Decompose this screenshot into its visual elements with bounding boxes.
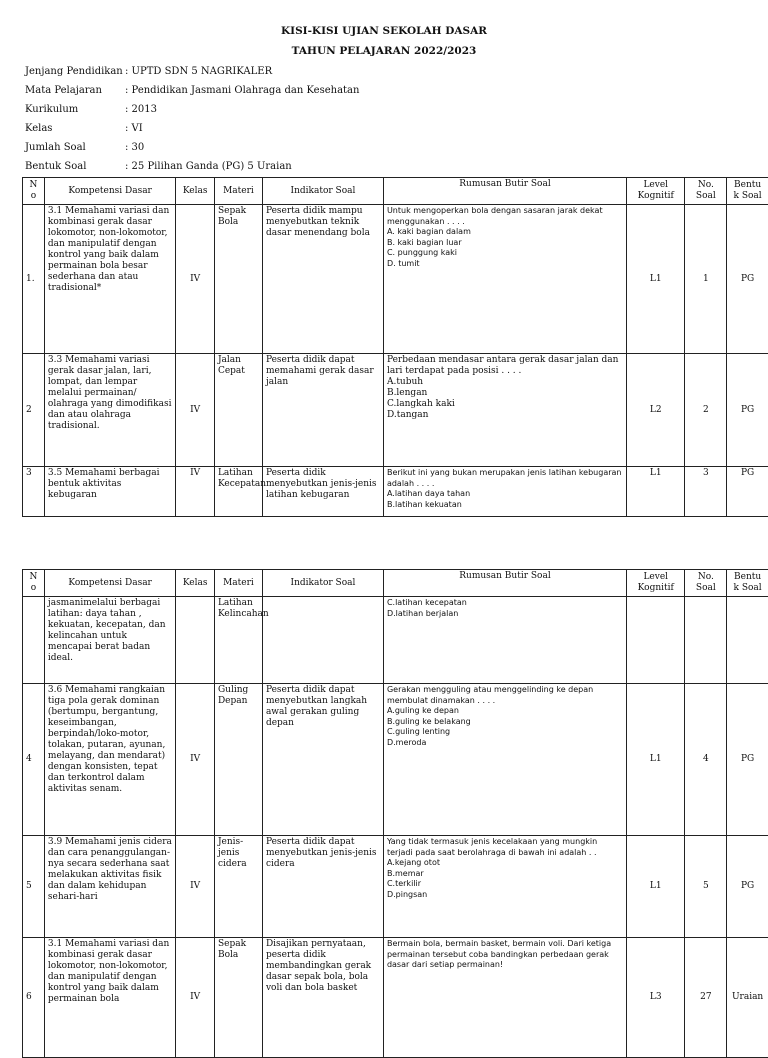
cell-bentuk [727,597,768,684]
col-header-kelas: Kelas [176,570,215,597]
cell-kelas: IV [176,836,215,938]
cell-materi: Sepak Bola [214,938,262,1058]
cell-indikator: Peserta didik mampu menyebutkan teknik dasar menendang bola [262,205,383,354]
cell-indikator: Peserta didik dapat menyebutkan jenis-jenis cidera [262,836,383,938]
cell-materi: Sepak Bola [214,205,262,354]
cell-level: L1 [627,836,685,938]
table-row [23,597,768,684]
info-row [25,119,359,138]
cell-kd: 3.9 Memahami jenis cidera dan cara penanggulangan-nya secara sederhana saat melakukan aktivitas fisik dan dalam kehidupan sehari-hari [44,836,175,938]
info-row [25,62,359,81]
col-header-rumusan: Rumusan Butir Soal [383,570,626,597]
col-header-no: N o [23,178,45,205]
col-header-rumusan: Rumusan Butir Soal [383,178,626,205]
cell-bentuk: PG [727,684,768,836]
cell-no: 5 [23,836,45,938]
cell-no: 2 [23,354,45,467]
col-header-indikator: Indikator Soal [262,178,383,205]
cell-level: L2 [627,354,685,467]
col-header-kelas: Kelas [176,178,215,205]
info-label: Jumlah Soal [25,138,125,157]
info-row [25,100,359,119]
cell-kd: 3.1 Memahami variasi dan kombinasi gerak dasar lokomotor, non-lokomotor, dan manipulatif dengan kontrol yang baik dalam permainan bola [44,938,175,1058]
cell-level: L3 [627,938,685,1058]
table-row [23,467,768,517]
cell-nosoal: 27 [685,938,727,1058]
cell-no: 3 [23,467,45,517]
cell-no: 6 [23,938,45,1058]
cell-nosoal: 2 [685,354,727,467]
cell-materi: Jenis-jenis cidera [214,836,262,938]
kisi-table-2 [22,569,768,1058]
cell-kd: 3.5 Memahami berbagai bentuk aktivitas kebugaran [44,467,175,517]
info-value: : 2013 [125,100,157,119]
col-header-kd: Kompetensi Dasar [44,570,175,597]
cell-indikator: Disajikan pernyataan, peserta didik membandingkan gerak dasar sepak bola, bola voli dan bola basket [262,938,383,1058]
info-row [25,81,359,100]
cell-indikator: Peserta didik menyebutkan jenis-jenis latihan kebugaran [262,467,383,517]
cell-rumusan: Yang tidak termasuk jenis kecelakaan yang mungkin terjadi pada saat berolahraga di bawah ini adalah . . A.kejang otot B.memar C.terkilir D.pingsan [383,836,626,938]
cell-level [627,597,685,684]
cell-nosoal: 5 [685,836,727,938]
info-block [25,62,359,176]
table-row [23,938,768,1058]
cell-rumusan: Bermain bola, bermain basket, bermain voli. Dari ketiga permainan tersebut coba bandingkan perbedaan gerak dasar dari setiap permainan! [383,938,626,1058]
cell-materi: Latihan Kelincahan [214,597,262,684]
col-header-level: Level Kognitif [627,178,685,205]
table-row [23,205,768,354]
info-row [25,157,359,176]
col-header-no: N o [23,570,45,597]
cell-kelas: IV [176,354,215,467]
col-header-materi: Materi [214,178,262,205]
cell-level: L1 [627,684,685,836]
cell-materi: Latihan Kecepatan [214,467,262,517]
cell-kelas: IV [176,938,215,1058]
cell-kd: jasmanimelalui berbagai latihan: daya tahan , kekuatan, kecepatan, dan kelincahan untuk mencapai berat badan ideal. [44,597,175,684]
cell-rumusan: Untuk mengoperkan bola dengan sasaran jarak dekat menggunakan . . . . A. kaki bagian dalam B. kaki bagian luar C. punggung kaki D. tumit [383,205,626,354]
cell-no: 1. [23,205,45,354]
cell-level: L1 [627,205,685,354]
cell-materi: Jalan Cepat [214,354,262,467]
col-header-level: Level Kognitif [627,570,685,597]
table-header-row [23,570,768,597]
info-value: : 25 Pilihan Ganda (PG) 5 Uraian [125,157,292,176]
cell-nosoal: 4 [685,684,727,836]
cell-indikator [262,597,383,684]
info-value: : Pendidikan Jasmani Olahraga dan Kesehatan [125,81,359,100]
cell-rumusan: Perbedaan mendasar antara gerak dasar jalan dan lari terdapat pada posisi . . . . A.tubuh B.lengan C.langkah kaki D.tangan [383,354,626,467]
col-header-kd: Kompetensi Dasar [44,178,175,205]
kisi-table-1 [22,177,768,517]
cell-kelas [176,597,215,684]
info-row [25,138,359,157]
cell-kelas: IV [176,684,215,836]
table-row [23,354,768,467]
cell-bentuk: PG [727,836,768,938]
table-row [23,836,768,938]
info-label: Mata Pelajaran [25,81,125,100]
info-label: Kelas [25,119,125,138]
info-value: : VI [125,119,143,138]
cell-rumusan: Berikut ini yang bukan merupakan jenis latihan kebugaran adalah . . . . A.latihan daya tahan B.latihan kekuatan [383,467,626,517]
col-header-nosoal: No. Soal [685,178,727,205]
col-header-bentuk: Bentu k Soal [727,570,768,597]
cell-kelas: IV [176,467,215,517]
col-header-materi: Materi [214,570,262,597]
info-label: Kurikulum [25,100,125,119]
info-label: Jenjang Pendidikan [25,62,125,81]
cell-kelas: IV [176,205,215,354]
table-header-row [23,178,768,205]
cell-bentuk: Uraian [727,938,768,1058]
cell-indikator: Peserta didik dapat menyebutkan langkah awal gerakan guling depan [262,684,383,836]
cell-no: 4 [23,684,45,836]
cell-no [23,597,45,684]
cell-bentuk: PG [727,205,768,354]
cell-kd: 3.1 Memahami variasi dan kombinasi gerak dasar lokomotor, non-lokomotor, dan manipulatif dengan kontrol yang baik dalam permainan bola besar sederhana dan atau tradisional* [44,205,175,354]
cell-materi: Guling Depan [214,684,262,836]
cell-kd: 3.3 Memahami variasi gerak dasar jalan, lari, lompat, dan lempar melalui permainan/ olahraga yang dimodifikasi dan atau olahraga tradisional. [44,354,175,467]
cell-nosoal: 1 [685,205,727,354]
col-header-bentuk: Bentu k Soal [727,178,768,205]
cell-rumusan: C.latihan kecepatan D.latihan berjalan [383,597,626,684]
cell-kd: 3.6 Memahami rangkaian tiga pola gerak dominan (bertumpu, bergantung, keseimbangan, berpindah/loko-motor, tolakan, putaran, ayunan, melayang, dan mendarat) dengan konsisten, tepat dan terkontrol dalam aktivitas senam. [44,684,175,836]
info-label: Bentuk Soal [25,157,125,176]
document-subtitle: TAHUN PELAJARAN 2022/2023 [0,45,768,57]
info-value: : UPTD SDN 5 NAGRIKALER [125,62,272,81]
document-title: KISI-KISI UJIAN SEKOLAH DASAR [0,25,768,37]
cell-rumusan: Gerakan mengguling atau menggelinding ke depan membulat dinamakan . . . . A.guling ke depan B.guling ke belakang C.guling lenting D.meroda [383,684,626,836]
cell-indikator: Peserta didik dapat memahami gerak dasar jalan [262,354,383,467]
cell-nosoal [685,597,727,684]
col-header-indikator: Indikator Soal [262,570,383,597]
col-header-nosoal: No. Soal [685,570,727,597]
table-row [23,684,768,836]
cell-level: L1 [627,467,685,517]
cell-nosoal: 3 [685,467,727,517]
info-value: : 30 [125,138,144,157]
cell-bentuk: PG [727,354,768,467]
cell-bentuk: PG [727,467,768,517]
